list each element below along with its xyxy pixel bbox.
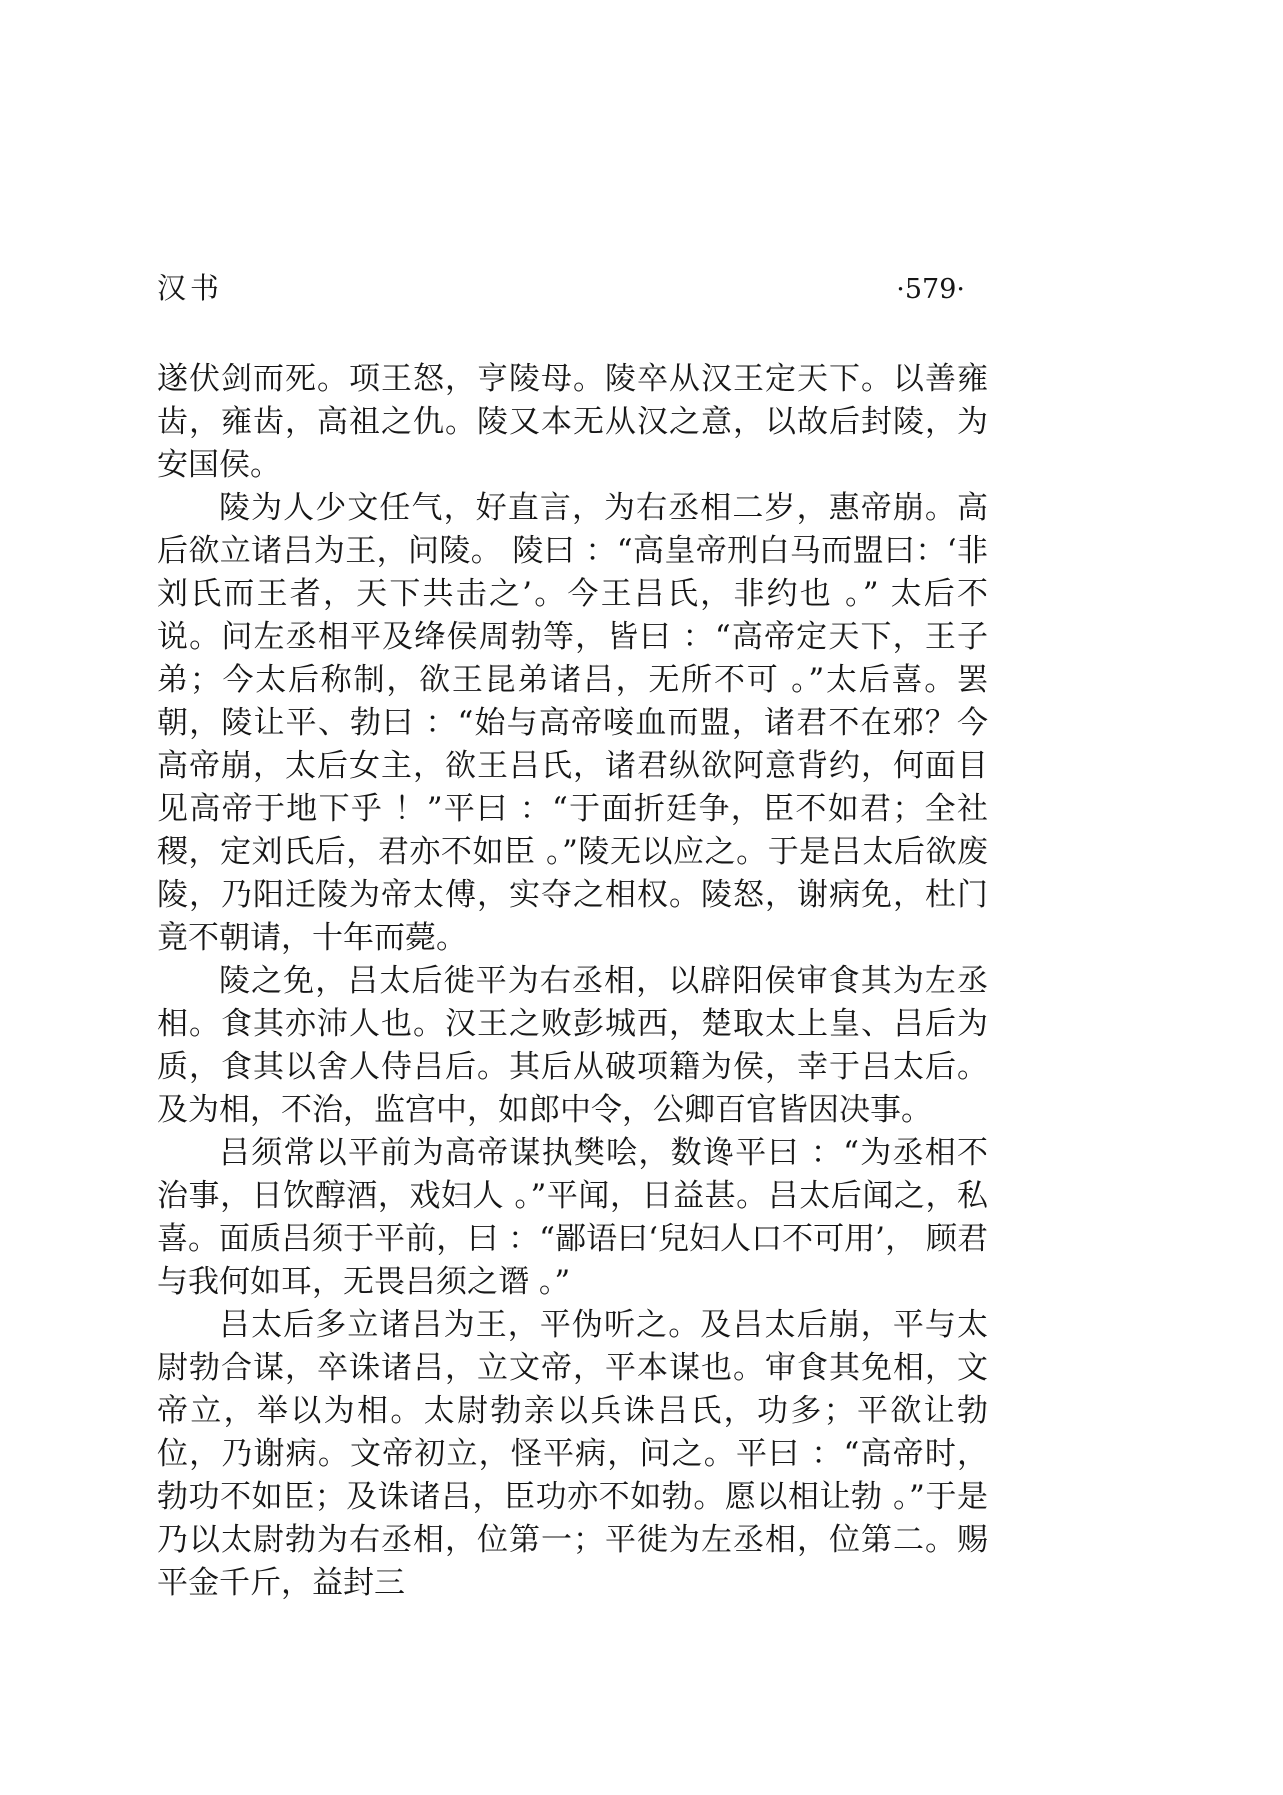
body-text bbox=[157, 358, 988, 1605]
paragraph: 吕须常以平前为高帝谋执樊哙，数谗平曰 ：“为丞相不治事，日饮醇酒，戏妇人 。”平闻，日益甚。吕太后闻之，私喜。面质吕须于平前，曰 ：“鄙语曰‘兒妇人口不可用’， 顾君与我何如耳，无畏吕须之谮 。” bbox=[157, 1135, 988, 1300]
paragraph: 吕太后多立诸吕为王，平伪听之。及吕太后崩，平与太尉勃合谋，卒诛诸吕，立文帝，平本谋也。审食其免相，文帝立，举以为相。太尉勃亲以兵诛吕氏，功多；平欲让勃位，乃谢病。文帝初立，怪平病，问之。平曰 ：“高帝时，勃功不如臣；及诛诸吕，臣功亦不如勃。愿以相让勃 。”于是乃以太尉勃为右丞相，位第一；平徙为左丞相，位第二。赐平金千斤，益封三 bbox=[157, 1307, 988, 1601]
running-head-book-title: 汉书 bbox=[157, 271, 224, 305]
running-header bbox=[157, 266, 987, 307]
page-number: ·579· bbox=[896, 274, 965, 305]
paragraph: 遂伏剑而死。项王怒，亨陵母。陵卒从汉王定天下。以善雍齿，雍齿，高祖之仇。陵又本无从汉之意，以故后封陵，为安国侯。 bbox=[157, 361, 988, 483]
paragraph: 陵为人少文任气，好直言，为右丞相二岁，惠帝崩。高后欲立诸吕为王，问陵。 陵曰 ：“高皇帝刑白马而盟曰：‘非刘氏而王者，天下共击之’。今王吕氏，非约也 。” 太后不说。问左丞相平及绛侯周勃等，皆曰 ：“高帝定天下，王子弟；今太后称制，欲王昆弟诸吕，无所不可 。”太后喜。罢朝，陵让平、勃曰 ：“始与高帝唼血而盟，诸君不在邪？今高帝崩，太后女主，欲王吕氏，诸君纵欲阿意背约，何面目见高帝于地下乎 ！”平曰 ：“于面折廷争，臣不如君；全社稷，定刘氏后，君亦不如臣 。”陵无以应之。于是吕太后欲废陵，乃阳迁陵为帝太傅，实夺之相权。陵怒，谢病免，杜门竟不朝请，十年而薨。 bbox=[157, 490, 988, 956]
paragraph: 陵之免，吕太后徙平为右丞相，以辟阳侯审食其为左丞相。食其亦沛人也。汉王之败彭城西，楚取太上皇、吕后为质，食其以舍人侍吕后。其后从破项籍为侯，幸于吕太后。及为相，不治，监宫中，如郎中令，公卿百官皆因决事。 bbox=[157, 963, 988, 1128]
